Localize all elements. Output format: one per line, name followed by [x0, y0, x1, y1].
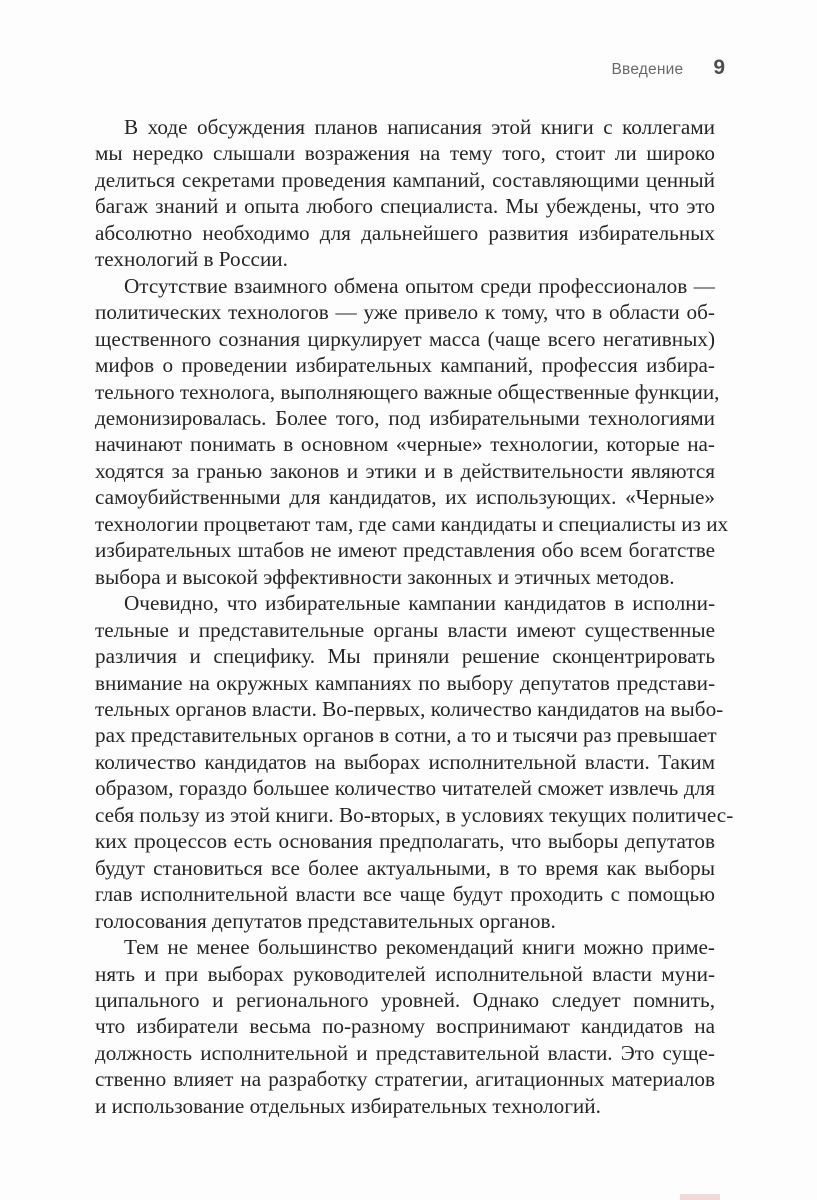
- text-line: тельных органов власти. Во-первых, количество кандидатов на выбо-: [95, 696, 724, 721]
- text-line: образом, гораздо большее количество читателей сможет извлечь для: [95, 776, 715, 801]
- text-line: избирательных штабов не имеют представления обо всем богатстве: [95, 538, 715, 563]
- text-line: Очевидно, что избирательные кампании кандидатов в исполни-: [124, 591, 715, 616]
- paragraph: [95, 590, 734, 934]
- text-line: ственно влияет на разработку стратегии, агитационных материалов: [95, 1067, 715, 1092]
- text-line: технологии процветают там, где сами кандидаты и специалисты из их: [95, 511, 729, 536]
- text-line: мы нередко слышали возражения на тему того, стоит ли широко: [95, 141, 715, 166]
- text-line: мифов о проведении избирательных кампаний, профессия избира-: [95, 353, 715, 378]
- text-line: внимание на окружных кампаниях по выбору депутатов представи-: [95, 670, 715, 695]
- text-line: начинают понимать в основном «черные» технологии, которые на-: [95, 432, 715, 457]
- text-line: различия и специфику. Мы приняли решение сконцентрировать: [95, 644, 715, 669]
- text-line: голосования депутатов представительных органов.: [95, 908, 556, 933]
- paragraph: [95, 934, 715, 1119]
- text-line: ких процессов есть основания предполагать, что выборы депутатов: [95, 829, 715, 854]
- text-line: делиться секретами проведения кампаний, составляющими ценный: [95, 167, 715, 192]
- text-line: Тем не менее большинство рекомендаций книги можно приме-: [124, 935, 715, 960]
- text-line: выбора и высокой эффективности законных и этичных методов.: [95, 564, 675, 589]
- text-line: ципального и регионального уровней. Однако следует помнить,: [95, 987, 715, 1012]
- text-line: политических технологов — уже привело к тому, что в области об-: [95, 300, 715, 325]
- text-line: нять и при выборах руководителей исполнительной власти муни-: [95, 961, 715, 986]
- text-line: В ходе обсуждения планов написания этой книги с коллегами: [124, 115, 715, 139]
- text-line: должность исполнительной и представительной власти. Это суще-: [95, 1040, 715, 1065]
- text-line: щественного сознания циркулирует масса (чаще всего негативных): [95, 326, 715, 351]
- text-line: глав исполнительной власти все чаще будут проходить с помощью: [95, 882, 715, 907]
- text-line: демонизировалась. Более того, под избирательными технологиями: [95, 405, 715, 430]
- body-text: [95, 114, 734, 1119]
- text-line: абсолютно необходимо для дальнейшего развития избирательных: [95, 220, 715, 245]
- text-line: себя пользу из этой книги. Во-вторых, в условиях текущих политичес-: [95, 802, 734, 827]
- paragraph: [95, 273, 729, 590]
- text-line: и использование отдельных избирательных технологий.: [95, 1093, 601, 1118]
- text-line: багаж знаний и опыта любого специалиста. Мы убеждены, что это: [95, 194, 715, 219]
- text-line: количество кандидатов на выборах исполнительной власти. Таким: [95, 749, 715, 774]
- running-head: [612, 56, 725, 80]
- paragraph: [95, 114, 715, 273]
- text-line: Отсутствие взаимного обмена опытом среди профессионалов —: [124, 273, 715, 298]
- text-line: рах представительных органов в сотни, а то и тысячи раз превышает: [95, 723, 717, 748]
- text-line: что избиратели весьма по-разному воспринимают кандидатов на: [95, 1014, 715, 1039]
- section-title: Введение: [611, 61, 684, 78]
- text-line: самоубийственными для кандидатов, их использующих. «Черные»: [95, 485, 715, 510]
- text-line: будут становиться все более актуальными, в то время как выборы: [95, 855, 715, 880]
- text-line: технологий в России.: [95, 247, 288, 272]
- text-line: тельные и представительные органы власти имеют существенные: [95, 617, 715, 642]
- text-line: ходятся за гранью законов и этики и в действительности являются: [95, 458, 715, 483]
- text-line: тельного технолога, выполняющего важные общественные функции,: [95, 379, 720, 404]
- page-edge-mark: [680, 1194, 720, 1200]
- page-number: 9: [713, 56, 725, 79]
